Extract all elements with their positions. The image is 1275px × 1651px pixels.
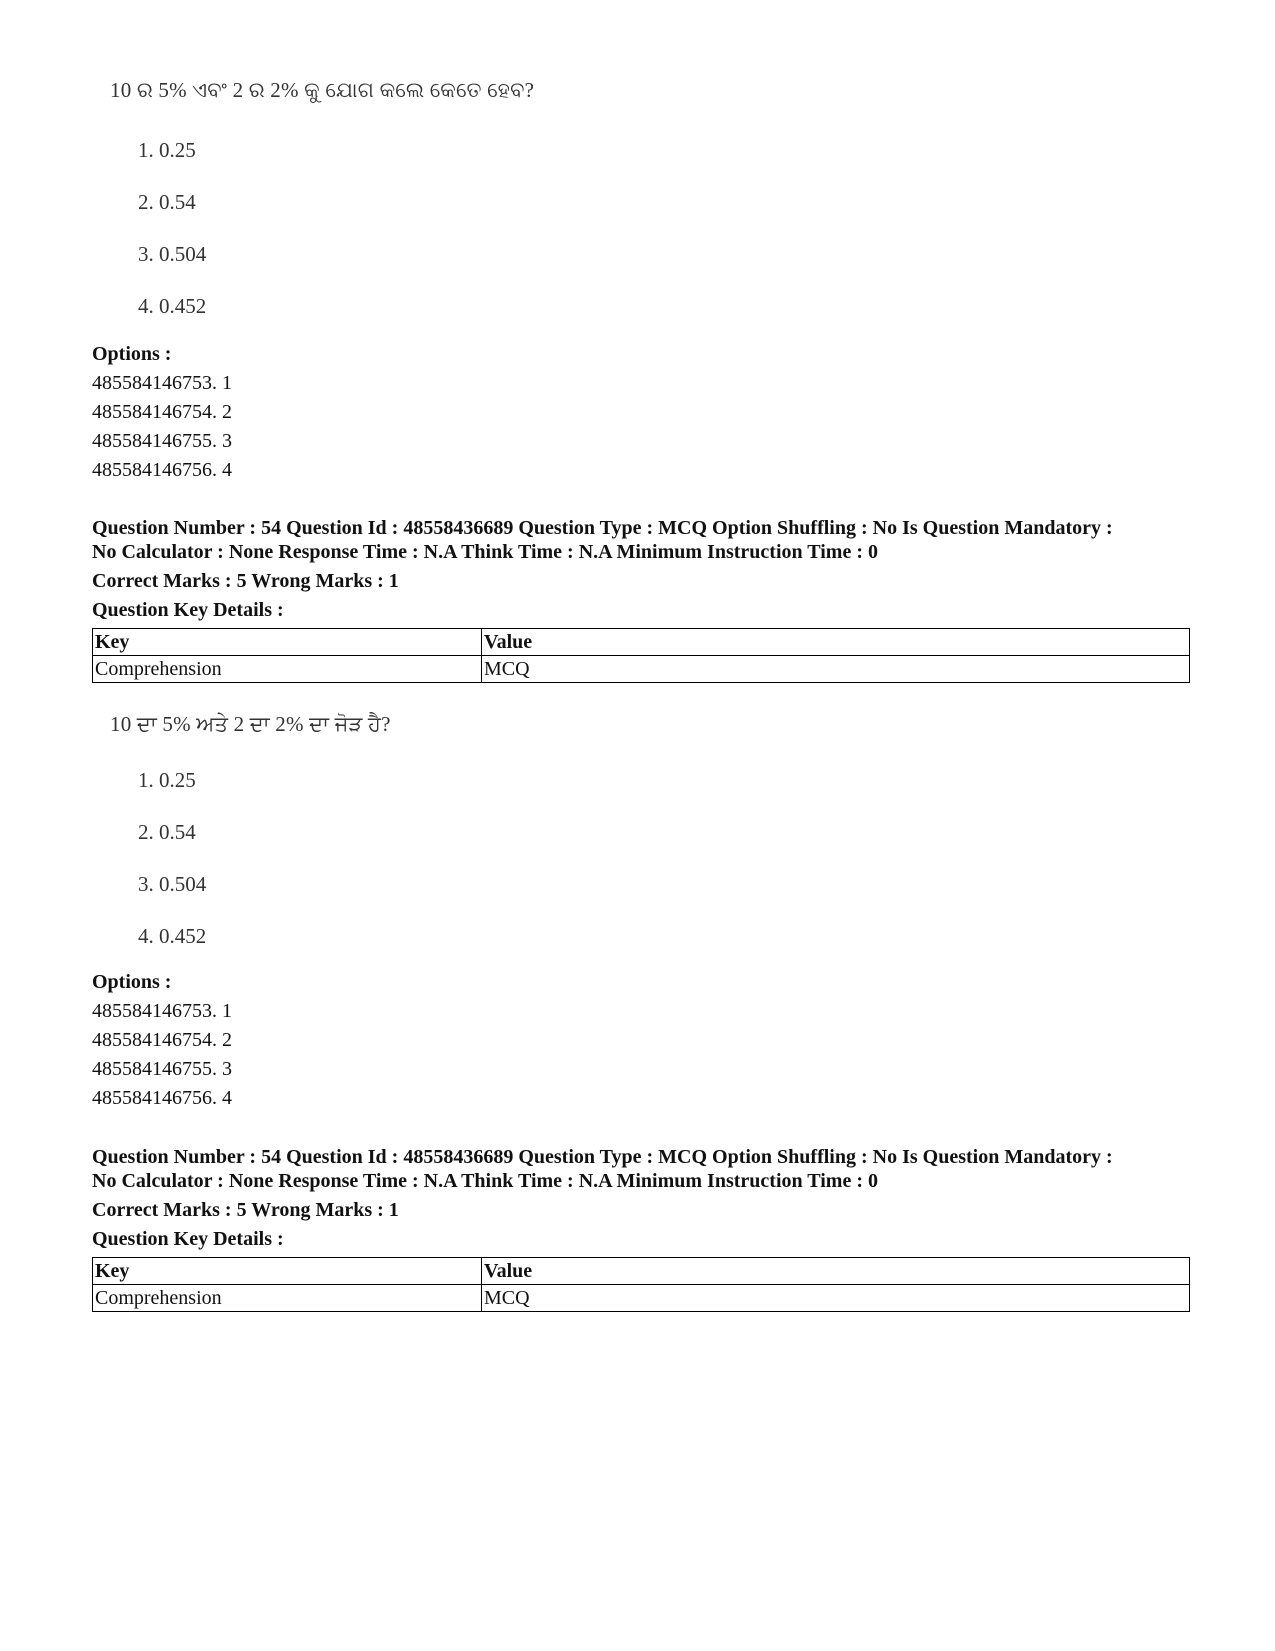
option-id-3: 485584146755. 3 (92, 1058, 232, 1080)
question-image-punjabi (110, 712, 391, 948)
options-label: Options : (92, 971, 172, 993)
table-row (93, 1285, 1190, 1312)
question-meta-line-1: Question Number : 54 Question Id : 48558436689 Question Type : MCQ Option Shuffling : No Is Question Mandatory : (92, 517, 1113, 539)
options-label: Options : (92, 343, 172, 365)
key-value-table (92, 1257, 1190, 1312)
table-header-value: Value (482, 1258, 1190, 1285)
choice-4: 4. 0.452 (138, 924, 207, 948)
table-cell-key: Comprehension (93, 1285, 482, 1312)
marks-line: Correct Marks : 5 Wrong Marks : 1 (92, 570, 399, 592)
question-image-odia (110, 78, 535, 318)
option-id-1: 485584146753. 1 (92, 1000, 232, 1022)
choice-4: 4. 0.452 (138, 294, 207, 318)
table-header-value: Value (482, 629, 1190, 656)
choice-2: 2. 0.54 (138, 190, 196, 214)
question-meta-block (92, 516, 1192, 683)
question-text: 10 ਦਾ 5% ਅਤੇ 2 ਦਾ 2% ਦਾ ਜੋੜ ਹੈ? (110, 712, 391, 736)
option-id-1: 485584146753. 1 (92, 372, 232, 394)
marks-line: Correct Marks : 5 Wrong Marks : 1 (92, 1199, 399, 1221)
table-cell-value: MCQ (482, 656, 1190, 683)
key-details-label: Question Key Details : (92, 599, 284, 621)
key-value-table (92, 628, 1190, 683)
option-id-4: 485584146756. 4 (92, 1087, 232, 1109)
table-row (93, 656, 1190, 683)
option-id-4: 485584146756. 4 (92, 459, 232, 481)
table-header-row (93, 629, 1190, 656)
choice-3: 3. 0.504 (138, 872, 207, 896)
options-block (92, 968, 1192, 1113)
question-meta-line-2: No Calculator : None Response Time : N.A Think Time : N.A Minimum Instruction Time : 0 (92, 541, 878, 563)
choice-1: 1. 0.25 (138, 138, 196, 162)
question-meta-line-2: No Calculator : None Response Time : N.A Think Time : N.A Minimum Instruction Time : 0 (92, 1170, 878, 1192)
option-id-2: 485584146754. 2 (92, 401, 232, 423)
option-id-3: 485584146755. 3 (92, 430, 232, 452)
table-header-key: Key (93, 1258, 482, 1285)
choice-1: 1. 0.25 (138, 768, 196, 792)
option-id-2: 485584146754. 2 (92, 1029, 232, 1051)
choice-3: 3. 0.504 (138, 242, 207, 266)
table-cell-key: Comprehension (93, 656, 482, 683)
question-meta-block (92, 1145, 1192, 1312)
table-header-key: Key (93, 629, 482, 656)
key-details-label: Question Key Details : (92, 1228, 284, 1250)
table-header-row (93, 1258, 1190, 1285)
table-cell-value: MCQ (482, 1285, 1190, 1312)
options-block (92, 340, 1192, 485)
choice-2: 2. 0.54 (138, 820, 196, 844)
question-text: 10 ର 5% ଏବଂ 2 ର 2% କୁ ଯୋଗ କଲେ କେତେ ହେବ? (110, 78, 535, 102)
question-meta-line-1: Question Number : 54 Question Id : 48558436689 Question Type : MCQ Option Shuffling : No Is Question Mandatory : (92, 1146, 1113, 1168)
